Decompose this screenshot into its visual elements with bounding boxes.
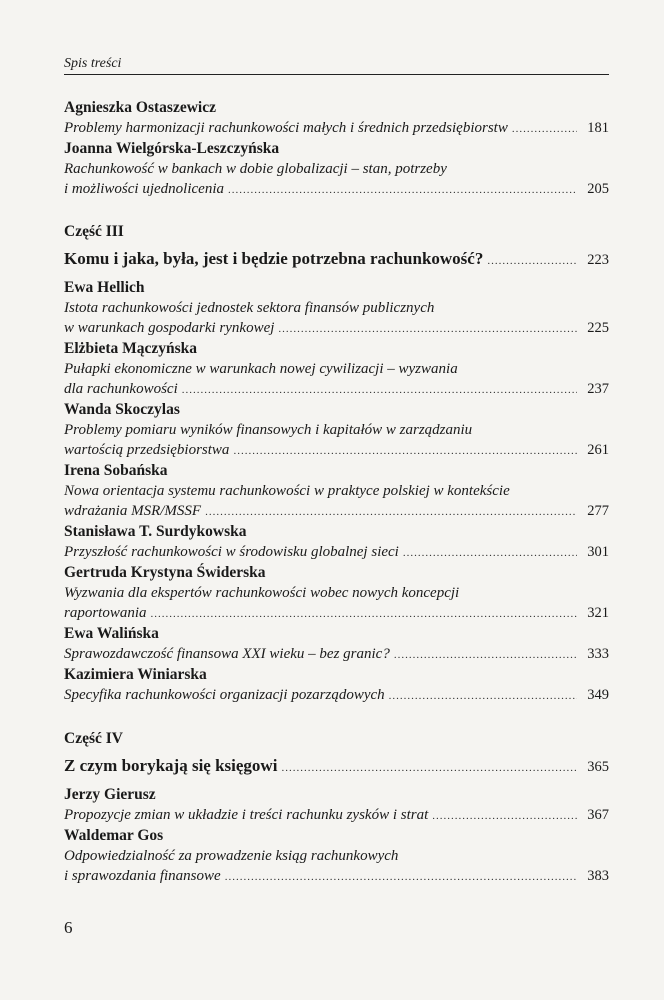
leader-dots	[403, 543, 577, 563]
entry-author: Ewa Walińska	[64, 625, 159, 642]
entry-title-line: i możliwości ujednolicenia	[64, 181, 224, 197]
entry-page-number: 277	[587, 503, 609, 519]
entry-title-row	[64, 685, 609, 706]
entry-author: Wanda Skoczylas	[64, 401, 180, 418]
entry-title-row	[64, 603, 609, 624]
toc-entry	[64, 98, 609, 139]
header-rule	[64, 74, 609, 75]
entry-title-row	[64, 118, 609, 139]
entry-title-line: Rachunkowość w bankach w dobie globalizacji – stan, potrzeby	[64, 161, 447, 177]
leader-dots	[205, 502, 577, 522]
toc-entry	[64, 400, 609, 461]
table-of-contents	[64, 98, 609, 887]
entry-author: Agnieszka Ostaszewicz	[64, 99, 216, 116]
entry-title-row	[64, 542, 609, 563]
entry-page-number: 301	[587, 544, 609, 560]
leader-dots	[281, 756, 577, 780]
entry-author: Gertruda Krystyna Świderska	[64, 564, 266, 581]
leader-dots	[151, 604, 577, 624]
entry-title-row	[64, 866, 609, 887]
leader-dots	[512, 119, 577, 139]
toc-entry	[64, 665, 609, 706]
part-3-page: 223	[587, 252, 609, 268]
entry-title-row	[64, 440, 609, 461]
entry-title-line: i sprawozdania finansowe	[64, 868, 221, 884]
toc-entry	[64, 522, 609, 563]
leader-dots	[487, 249, 577, 273]
entry-page-number: 225	[587, 320, 609, 336]
entry-title-row	[64, 318, 609, 339]
part-3-title: Komu i jaka, była, jest i będzie potrzebna rachunkowość?	[64, 249, 484, 268]
leader-dots	[432, 806, 577, 826]
entry-page-number: 333	[587, 646, 609, 662]
entry-title-line: Wyzwania dla ekspertów rachunkowości wobec nowych koncepcji	[64, 585, 460, 601]
entry-title-row	[64, 179, 609, 200]
part-4-title-row	[64, 754, 609, 780]
entry-page-number: 181	[587, 120, 609, 136]
leader-dots	[225, 867, 577, 887]
leader-dots	[389, 686, 577, 706]
entry-title-line: Nowa orientacja systemu rachunkowości w praktyce polskiej w kontekście	[64, 483, 510, 499]
entry-title-line: Problemy harmonizacji rachunkowości małych i średnich przedsiębiorstw	[64, 120, 508, 136]
entry-title-line: Problemy pomiaru wyników finansowych i kapitałów w zarządzaniu	[64, 422, 473, 438]
entry-page-number: 349	[587, 687, 609, 703]
entry-title-line: Propozycje zmian w układzie i treści rachunku zysków i strat	[64, 807, 429, 823]
part-4-entries	[64, 785, 609, 887]
toc-entry	[64, 563, 609, 624]
entry-author: Jerzy Gierusz	[64, 786, 156, 803]
entry-title-row	[64, 644, 609, 665]
entry-page-number: 205	[587, 181, 609, 197]
part-4-page: 365	[587, 759, 609, 775]
toc-entry	[64, 339, 609, 400]
toc-entry	[64, 624, 609, 665]
entry-page-number: 321	[587, 605, 609, 621]
toc-entry	[64, 826, 609, 887]
entry-title-line: wdrażania MSR/MSSF	[64, 503, 202, 519]
entry-author: Kazimiera Winiarska	[64, 666, 207, 683]
toc-entry	[64, 461, 609, 522]
entry-title-line: w warunkach gospodarki rynkowej	[64, 320, 275, 336]
toc-entry	[64, 139, 609, 200]
part-4-label: Część IV	[64, 730, 123, 747]
entry-page-number: 237	[587, 381, 609, 397]
entry-title-line: dla rachunkowości	[64, 381, 178, 397]
entry-author: Ewa Hellich	[64, 279, 145, 296]
entry-title-line: Pułapki ekonomiczne w warunkach nowej cywilizacji – wyzwania	[64, 361, 458, 377]
leader-dots	[233, 441, 577, 461]
entry-page-number: 261	[587, 442, 609, 458]
entry-author: Irena Sobańska	[64, 462, 168, 479]
entry-title-line: Sprawozdawczość finansowa XXI wieku – bez granic?	[64, 646, 390, 662]
page-number: 6	[64, 918, 73, 937]
entry-title-line: wartością przedsiębiorstwa	[64, 442, 230, 458]
entry-title-row	[64, 379, 609, 400]
entry-title-line: Przyszłość rachunkowości w środowisku globalnej sieci	[64, 544, 399, 560]
entry-page-number: 383	[587, 868, 609, 884]
part-4-title: Z czym borykają się księgowi	[64, 756, 278, 775]
entry-title-line: Specyfika rachunkowości organizacji pozarządowych	[64, 687, 385, 703]
entry-author: Elżbieta Mączyńska	[64, 340, 198, 357]
part-3-label: Część III	[64, 223, 124, 240]
part-3-entries	[64, 278, 609, 706]
entry-author: Waldemar Gos	[64, 827, 164, 844]
leader-dots	[182, 380, 577, 400]
toc-entry	[64, 278, 609, 339]
entry-author: Joanna Wielgórska-Leszczyńska	[64, 140, 280, 157]
entry-title-line: Odpowiedzialność za prowadzenie ksiąg rachunkowych	[64, 848, 399, 864]
leader-dots	[228, 180, 577, 200]
entry-title-line: raportowania	[64, 605, 147, 621]
running-head: Spis treści	[64, 56, 122, 71]
leader-dots	[394, 645, 577, 665]
entry-title-row	[64, 501, 609, 522]
toc-entry	[64, 785, 609, 826]
entry-author: Stanisława T. Surdykowska	[64, 523, 247, 540]
entry-page-number: 367	[587, 807, 609, 823]
entry-title-line: Istota rachunkowości jednostek sektora finansów publicznych	[64, 300, 435, 316]
intro-entries	[64, 98, 609, 200]
entry-title-row	[64, 805, 609, 826]
leader-dots	[278, 319, 577, 339]
part-3-title-row	[64, 247, 609, 273]
